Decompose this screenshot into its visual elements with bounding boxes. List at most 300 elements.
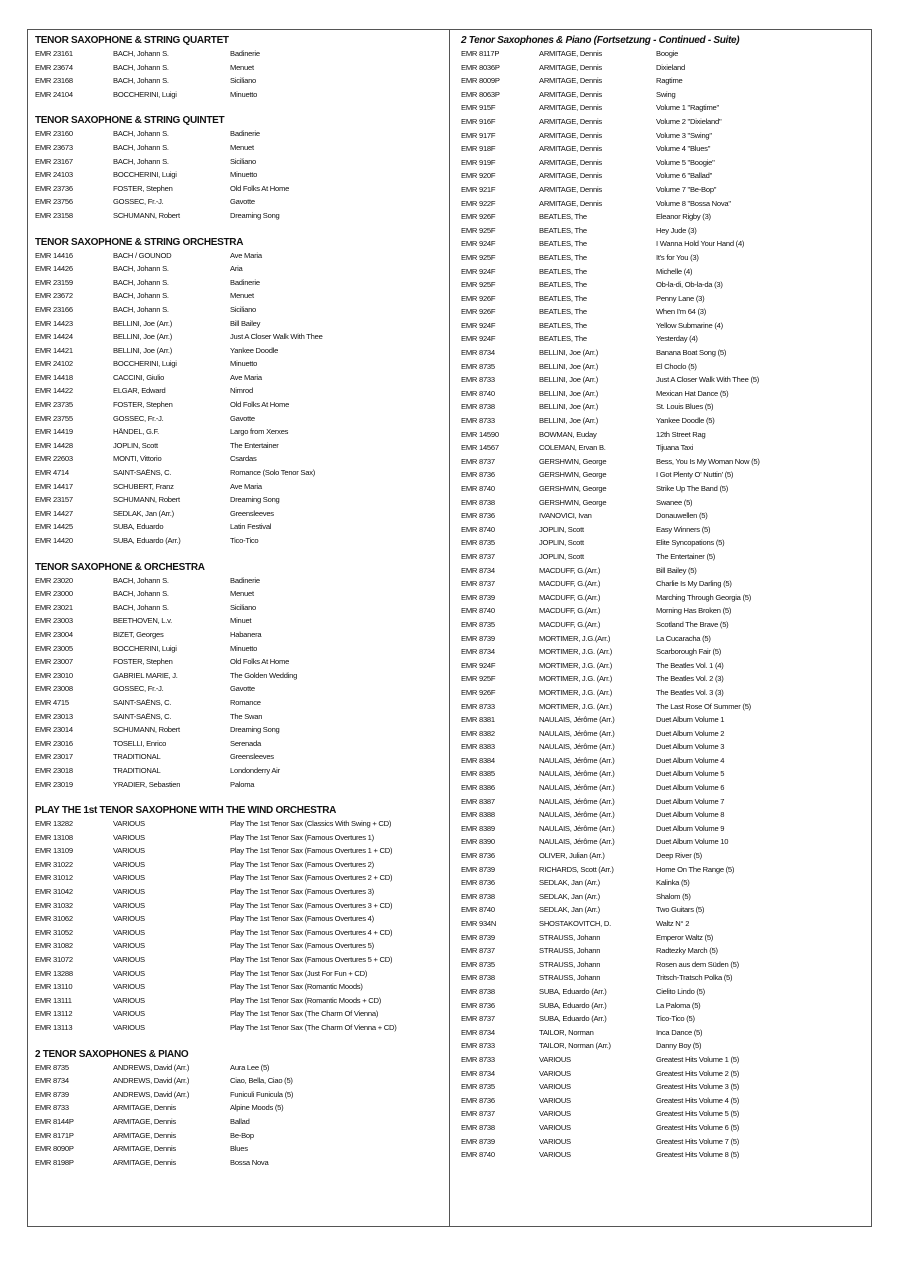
catalog-number: EMR 8735	[461, 959, 495, 969]
catalog-row	[35, 844, 445, 858]
catalog-row	[35, 967, 445, 981]
catalog-number: EMR 14418	[35, 372, 73, 382]
catalog-number: EMR 8737	[461, 579, 495, 589]
work-title: Just A Closer Walk With Thee	[230, 332, 323, 342]
work-title: Old Folks At Home	[230, 183, 290, 193]
composer: BACH / GOUNOD	[113, 250, 172, 260]
catalog-row	[35, 141, 445, 155]
catalog-row	[461, 659, 861, 673]
composer: BELLINI, Joe (Arr.)	[113, 318, 172, 328]
composer: VARIOUS	[113, 859, 145, 869]
work-title: Home On The Range (5)	[656, 864, 735, 874]
composer: MACDUFF, G.(Arr.)	[539, 606, 601, 616]
composer: VARIOUS	[539, 1122, 571, 1132]
work-title: Scarborough Fair (5)	[656, 647, 722, 657]
catalog-row	[461, 618, 861, 632]
composer: VARIOUS	[113, 914, 145, 924]
composer: TAILOR, Norman	[539, 1027, 594, 1037]
work-title: Bossa Nova	[230, 1157, 269, 1167]
composer: BACH, Johann S.	[113, 129, 169, 139]
catalog-number: EMR 13108	[35, 832, 73, 842]
work-title: Siciliano	[230, 602, 257, 612]
work-title: Deep River (5)	[656, 851, 702, 861]
work-title: Minuet	[230, 616, 252, 626]
catalog-row	[461, 808, 861, 822]
composer: NAULAIS, Jérôme (Arr.)	[539, 715, 615, 725]
composer: VARIOUS	[539, 1136, 571, 1146]
work-title: Charlie Is My Darling (5)	[656, 579, 732, 589]
catalog-row	[461, 1026, 861, 1040]
composer: GERSHWIN, George	[539, 484, 607, 493]
catalog-number: EMR 925F	[461, 225, 496, 235]
work-title: Duet Album Volume 2	[656, 728, 725, 738]
work-title: Duet Album Volume 1	[656, 715, 725, 725]
catalog-row	[461, 835, 861, 849]
work-title: Kalinka (5)	[656, 878, 690, 888]
work-title: Ballad	[230, 1116, 250, 1126]
work-title: Greatest Hits Volume 5 (5)	[656, 1109, 739, 1119]
catalog-number: EMR 8736	[461, 851, 495, 861]
composer: GABRIEL MARIE, J.	[113, 670, 178, 680]
catalog-number: EMR 14422	[35, 386, 73, 396]
work-title: Elite Syncopations (5)	[656, 538, 725, 548]
work-title: Play The 1st Tenor Sax (Famous Overtures 5 + CD)	[230, 955, 393, 965]
catalog-row	[461, 958, 861, 972]
work-title: Bess, You Is My Woman Now (5)	[656, 456, 760, 466]
composer: GOSSEC, Fr.-J.	[113, 197, 164, 207]
work-title: Siciliano	[230, 156, 257, 166]
work-title: Eleanor Rigby (3)	[656, 212, 711, 222]
catalog-row	[461, 700, 861, 714]
catalog-row	[35, 344, 445, 358]
work-title: Volume 2 "Dixieland"	[656, 116, 722, 126]
composer: ARMITAGE, Dennis	[113, 1144, 176, 1154]
composer: FOSTER, Stephen	[113, 400, 173, 410]
composer: BACH, Johann S.	[113, 277, 169, 287]
work-title: Minuetto	[230, 359, 258, 369]
catalog-row	[35, 1061, 445, 1075]
composer: ANDREWS, David (Arr.)	[113, 1062, 190, 1072]
catalog-row	[35, 1007, 445, 1021]
work-title: Greatest Hits Volume 3 (5)	[656, 1082, 739, 1092]
catalog-number: EMR 917F	[461, 130, 496, 140]
work-title: Strike Up The Band (5)	[656, 484, 729, 493]
work-title: Volume 5 "Boogie"	[656, 157, 715, 167]
work-title: Bill Bailey	[230, 318, 261, 328]
work-title: Rosen aus dem Süden (5)	[656, 959, 739, 969]
work-title: Volume 1 "Ragtime"	[656, 103, 719, 113]
catalog-number: EMR 8740	[461, 388, 495, 398]
catalog-row	[461, 536, 861, 550]
work-title: Greatest Hits Volume 2 (5)	[656, 1068, 739, 1078]
catalog-row	[461, 632, 861, 646]
catalog-number: EMR 23017	[35, 752, 73, 762]
catalog-number: EMR 926F	[461, 212, 496, 222]
catalog-row	[35, 127, 445, 141]
catalog-row	[461, 509, 861, 523]
catalog-number: EMR 8386	[461, 783, 495, 793]
composer: BOWMAN, Euday	[539, 429, 597, 439]
work-title: Play The 1st Tenor Sax (Famous Overtures 5)	[230, 941, 374, 951]
composer: HÄNDEL, G.F.	[113, 427, 159, 437]
catalog-number: EMR 924F	[461, 239, 496, 249]
composer: SCHUMANN, Robert	[113, 725, 180, 735]
composer: ARMITAGE, Dennis	[113, 1157, 176, 1167]
catalog-row	[461, 428, 861, 442]
catalog-number: EMR 8740	[461, 524, 495, 534]
catalog-number: EMR 8738	[461, 891, 495, 901]
work-title: Hey Jude (3)	[656, 225, 697, 235]
composer: SUBA, Eduardo (Arr.)	[113, 536, 181, 545]
left-column	[35, 34, 445, 1169]
catalog-row	[35, 520, 445, 534]
work-title: Ob-la-di, Ob-la-da (3)	[656, 280, 723, 290]
catalog-row	[35, 1088, 445, 1102]
work-title: Duet Album Volume 5	[656, 769, 725, 779]
section-title: TENOR SAXOPHONE & STRING QUARTET	[35, 35, 229, 46]
catalog-number: EMR 8733	[35, 1103, 69, 1113]
catalog-number: EMR 8382	[461, 728, 495, 738]
catalog-section	[35, 236, 445, 548]
work-title: Menuet	[230, 142, 254, 152]
work-title: Duet Album Volume 10	[656, 837, 729, 847]
composer: IVANOVICI, Ivan	[539, 511, 592, 521]
catalog-number: EMR 4715	[35, 697, 69, 707]
catalog-row	[35, 778, 445, 792]
work-title: Duet Album Volume 9	[656, 823, 725, 833]
composer: BEATLES, The	[539, 320, 587, 330]
work-title: Penny Lane (3)	[656, 293, 705, 303]
catalog-row	[461, 754, 861, 768]
catalog-number: EMR 31032	[35, 900, 73, 910]
catalog-row	[461, 115, 861, 129]
composer: BELLINI, Joe (Arr.)	[539, 348, 598, 358]
work-title: Romance (Solo Tenor Sax)	[230, 468, 316, 478]
composer: ARMITAGE, Dennis	[539, 130, 602, 140]
catalog-number: EMR 31012	[35, 873, 73, 883]
catalog-row	[461, 88, 861, 102]
catalog-row	[461, 1080, 861, 1094]
composer: VARIOUS	[539, 1109, 571, 1119]
composer: NAULAIS, Jérôme (Arr.)	[539, 742, 615, 752]
work-title: Yankee Doodle (5)	[656, 416, 715, 426]
catalog-row	[461, 781, 861, 795]
catalog-number: EMR 8738	[461, 1122, 495, 1132]
composer: BEETHOVEN, L.v.	[113, 616, 172, 626]
composer: BEATLES, The	[539, 307, 587, 317]
catalog-row	[461, 74, 861, 88]
composer: BELLINI, Joe (Arr.)	[113, 332, 172, 342]
composer: MORTIMER, J.G. (Arr.)	[539, 701, 613, 711]
catalog-row	[35, 669, 445, 683]
catalog-row	[461, 727, 861, 741]
catalog-number: EMR 13282	[35, 819, 73, 829]
catalog-number: EMR 23020	[35, 575, 73, 585]
composer: STRAUSS, Johann	[539, 959, 601, 969]
composer: VARIOUS	[113, 941, 145, 951]
work-title: Gavotte	[230, 413, 255, 423]
work-title: Funiculi Funicula (5)	[230, 1089, 294, 1099]
composer: NAULAIS, Jérôme (Arr.)	[539, 796, 615, 806]
catalog-number: EMR 23166	[35, 304, 73, 314]
catalog-number: EMR 921F	[461, 184, 496, 194]
catalog-row	[35, 303, 445, 317]
composer: ANDREWS, David (Arr.)	[113, 1076, 190, 1086]
composer: BACH, Johann S.	[113, 589, 169, 599]
catalog-number: EMR 8736	[461, 878, 495, 888]
catalog-section	[35, 561, 445, 792]
composer: NAULAIS, Jérôme (Arr.)	[539, 810, 615, 820]
work-title: Dreaming Song	[230, 495, 280, 505]
work-title: Play The 1st Tenor Sax (Famous Overtures 4 + CD)	[230, 927, 393, 937]
catalog-number: EMR 14590	[461, 429, 499, 439]
work-title: Morning Has Broken (5)	[656, 606, 732, 616]
work-title: Csardas	[230, 454, 257, 464]
catalog-row	[461, 47, 861, 61]
catalog-number: EMR 8735	[35, 1062, 69, 1072]
catalog-row	[35, 628, 445, 642]
catalog-row	[461, 713, 861, 727]
composer: ANDREWS, David (Arr.)	[113, 1089, 190, 1099]
catalog-number: EMR 8740	[461, 1150, 495, 1160]
catalog-row	[461, 944, 861, 958]
catalog-list	[461, 47, 861, 1162]
work-title: St. Louis Blues (5)	[656, 402, 714, 412]
catalog-row	[461, 319, 861, 333]
composer: BEATLES, The	[539, 239, 587, 249]
catalog-row	[35, 696, 445, 710]
composer: BACH, Johann S.	[113, 575, 169, 585]
catalog-row	[35, 831, 445, 845]
catalog-row	[461, 523, 861, 537]
catalog-number: EMR 8740	[461, 905, 495, 915]
composer: VARIOUS	[113, 968, 145, 978]
catalog-number: EMR 8198P	[35, 1157, 74, 1167]
work-title: Donauwellen (5)	[656, 511, 708, 521]
catalog-row	[35, 994, 445, 1008]
catalog-row	[461, 305, 861, 319]
composer: ARMITAGE, Dennis	[113, 1130, 176, 1140]
composer: OLIVER, Julian (Arr.)	[539, 851, 605, 861]
catalog-row	[461, 496, 861, 510]
composer: BOCCHERINI, Luigi	[113, 359, 177, 369]
catalog-row	[461, 482, 861, 496]
work-title: The Entertainer (5)	[656, 551, 715, 561]
catalog-number: EMR 23756	[35, 197, 73, 207]
catalog-row	[461, 1053, 861, 1067]
work-title: Badinerie	[230, 129, 260, 139]
composer: ARMITAGE, Dennis	[539, 116, 602, 126]
catalog-number: EMR 23018	[35, 765, 73, 775]
catalog-row	[461, 550, 861, 564]
composer: SEDLAK, Jan (Arr.)	[113, 508, 174, 518]
catalog-number: EMR 13288	[35, 968, 73, 978]
catalog-number: EMR 8735	[461, 619, 495, 629]
work-title: Duet Album Volume 7	[656, 796, 725, 806]
catalog-number: EMR 8383	[461, 742, 495, 752]
catalog-number: EMR 23019	[35, 779, 73, 789]
catalog-number: EMR 23168	[35, 76, 73, 86]
work-title: Play The 1st Tenor Sax (Famous Overtures 4)	[230, 914, 374, 924]
catalog-row	[35, 371, 445, 385]
composer: ARMITAGE, Dennis	[539, 144, 602, 154]
composer: BACH, Johann S.	[113, 62, 169, 72]
catalog-row	[461, 1039, 861, 1053]
work-title: Ragtime	[656, 76, 683, 86]
composer: ELGAR, Edward	[113, 386, 166, 396]
work-title: The Beatles Vol. 2 (3)	[656, 674, 724, 684]
catalog-number: EMR 23000	[35, 589, 73, 599]
work-title: Greatest Hits Volume 1 (5)	[656, 1054, 739, 1064]
catalog-number: EMR 8733	[461, 416, 495, 426]
catalog-number: EMR 8390	[461, 837, 495, 847]
work-title: Duet Album Volume 3	[656, 742, 725, 752]
work-title: Play The 1st Tenor Sax (The Charm Of Vienna)	[230, 1009, 379, 1019]
catalog-row	[35, 195, 445, 209]
composer: VARIOUS	[113, 995, 145, 1005]
composer: MONTI, Vittorio	[113, 454, 162, 464]
composer: MACDUFF, G.(Arr.)	[539, 592, 601, 602]
composer: BELLINI, Joe (Arr.)	[539, 416, 598, 426]
composer: SUBA, Eduardo (Arr.)	[539, 1014, 607, 1024]
work-title: Play The 1st Tenor Sax (Famous Overtures 3)	[230, 887, 374, 897]
work-title: Volume 8 "Bossa Nova"	[656, 198, 731, 208]
catalog-number: EMR 13112	[35, 1009, 73, 1019]
catalog-number: EMR 919F	[461, 157, 496, 167]
catalog-number: EMR 31082	[35, 941, 73, 951]
composer: BACH, Johann S.	[113, 602, 169, 612]
catalog-row	[35, 655, 445, 669]
catalog-number: EMR 925F	[461, 280, 496, 290]
catalog-number: EMR 8740	[461, 484, 495, 493]
composer: SAINT-SAËNS, C.	[113, 697, 172, 707]
work-title: Tico-Tico	[230, 536, 259, 545]
catalog-number: EMR 8738	[461, 986, 495, 996]
catalog-number: EMR 8737	[461, 1014, 495, 1024]
work-title: Two Guitars (5)	[656, 905, 705, 915]
catalog-number: EMR 23157	[35, 495, 73, 505]
work-title: Duet Album Volume 4	[656, 755, 725, 765]
catalog-row	[35, 682, 445, 696]
catalog-number: EMR 8734	[461, 1068, 495, 1078]
section-title: TENOR SAXOPHONE & STRING QUINTET	[35, 115, 225, 127]
catalog-row	[461, 795, 861, 809]
composer: VARIOUS	[539, 1054, 571, 1064]
catalog-row	[461, 604, 861, 618]
composer: BEATLES, The	[539, 334, 587, 344]
catalog-row	[461, 387, 861, 401]
work-title: 12th Street Rag	[656, 429, 706, 439]
catalog-row	[35, 939, 445, 953]
composer: SCHUMANN, Robert	[113, 210, 180, 220]
catalog-number: EMR 23008	[35, 684, 73, 694]
composer: NAULAIS, Jérôme (Arr.)	[539, 769, 615, 779]
composer: VARIOUS	[539, 1150, 571, 1160]
work-title: The Golden Wedding	[230, 670, 298, 680]
catalog-row	[35, 1115, 445, 1129]
section-gap	[35, 101, 445, 114]
catalog-row	[35, 74, 445, 88]
composer: BELLINI, Joe (Arr.)	[539, 402, 598, 412]
work-title: Minuetto	[230, 643, 258, 653]
catalog-number: EMR 14420	[35, 536, 73, 545]
catalog-number: EMR 31042	[35, 887, 73, 897]
composer: STRAUSS, Johann	[539, 932, 601, 942]
catalog-row	[35, 817, 445, 831]
catalog-number: EMR 23010	[35, 670, 73, 680]
catalog-row	[35, 1156, 445, 1170]
catalog-number: EMR 934N	[461, 919, 497, 928]
catalog-number: EMR 8736	[461, 470, 495, 480]
work-title: The Entertainer	[230, 440, 279, 450]
catalog-row	[35, 1142, 445, 1156]
work-title: Dreaming Song	[230, 725, 280, 735]
composer: VARIOUS	[113, 873, 145, 883]
catalog-number: EMR 23014	[35, 725, 73, 735]
catalog-row	[35, 357, 445, 371]
composer: MORTIMER, J.G. (Arr.)	[539, 674, 613, 684]
catalog-number: EMR 8388	[461, 810, 495, 820]
catalog-row	[35, 534, 445, 548]
composer: ARMITAGE, Dennis	[539, 89, 602, 99]
right-column	[461, 34, 861, 1162]
work-title: Blues	[230, 1144, 248, 1154]
work-title: Siciliano	[230, 304, 257, 314]
catalog-row	[35, 587, 445, 601]
catalog-number: EMR 8171P	[35, 1130, 74, 1140]
composer: SUBA, Eduardo (Arr.)	[539, 1000, 607, 1010]
catalog-row	[35, 452, 445, 466]
work-title: Ave Maria	[230, 372, 262, 382]
catalog-number: EMR 23161	[35, 49, 73, 58]
catalog-row	[35, 168, 445, 182]
catalog-row	[461, 564, 861, 578]
catalog-row	[35, 425, 445, 439]
work-title: Scotland The Brave (5)	[656, 619, 729, 629]
section-gap	[35, 548, 445, 561]
work-title: Tijuana Taxi	[656, 443, 694, 453]
composer: BACH, Johann S.	[113, 156, 169, 166]
catalog-row	[461, 142, 861, 156]
catalog-row	[461, 441, 861, 455]
catalog-number: EMR 8090P	[35, 1144, 74, 1154]
work-title: Greatest Hits Volume 6 (5)	[656, 1122, 739, 1132]
catalog-row	[35, 155, 445, 169]
work-title: Menuet	[230, 589, 254, 599]
catalog-section	[35, 1048, 445, 1170]
catalog-number: EMR 924F	[461, 320, 496, 330]
work-title: Largo from Xerxes	[230, 427, 289, 437]
catalog-row	[461, 61, 861, 75]
work-title: Banana Boat Song (5)	[656, 348, 727, 358]
catalog-row	[461, 292, 861, 306]
catalog-row	[35, 953, 445, 967]
composer: VARIOUS	[113, 1023, 145, 1032]
catalog-row	[461, 224, 861, 238]
catalog-number: EMR 23004	[35, 629, 73, 639]
composer: VARIOUS	[113, 1009, 145, 1019]
catalog-row	[461, 971, 861, 985]
composer: SHOSTAKOVITCH, D.	[539, 919, 611, 928]
work-title: Latin Festival	[230, 522, 272, 532]
catalog-row	[35, 614, 445, 628]
composer: JOPLIN, Scott	[539, 524, 584, 534]
catalog-row	[461, 210, 861, 224]
composer: ARMITAGE, Dennis	[113, 1103, 176, 1113]
catalog-row	[461, 890, 861, 904]
catalog-row	[35, 871, 445, 885]
work-title: Nimrod	[230, 386, 253, 396]
